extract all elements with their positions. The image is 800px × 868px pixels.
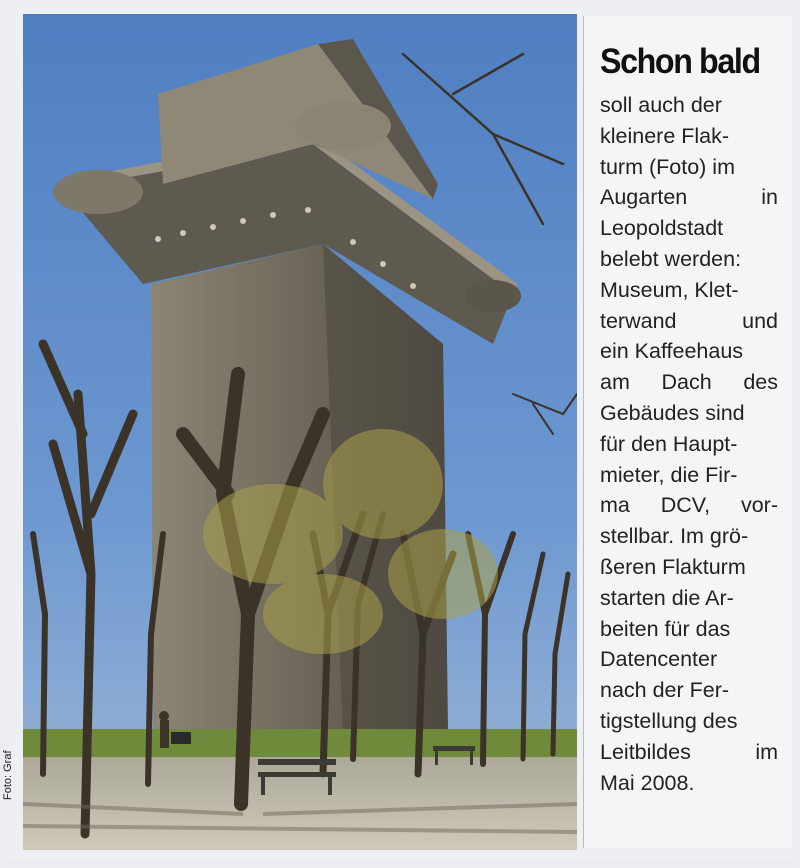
body-line: Gebäudes sind bbox=[600, 400, 745, 425]
body-line: Datencenter bbox=[600, 647, 718, 672]
body-line: beiten für das bbox=[600, 616, 731, 641]
turret-right bbox=[295, 102, 391, 150]
body-line: am Dach des bbox=[600, 370, 778, 395]
article-body bbox=[600, 90, 778, 798]
body-line: nach der Fer- bbox=[600, 678, 730, 703]
body-line: turm (Foto) im bbox=[600, 154, 735, 179]
body-line: stellbar. Im grö- bbox=[600, 524, 749, 549]
body-line: kleinere Flak- bbox=[600, 123, 730, 148]
body-line: Augarten in bbox=[600, 185, 778, 210]
body-line: belebt werden: bbox=[600, 246, 742, 271]
body-line: ma DCV, vor- bbox=[600, 493, 778, 518]
body-line: tigstellung des bbox=[600, 708, 738, 733]
turret-far bbox=[465, 280, 521, 312]
body-line: Mai 2008. bbox=[600, 770, 695, 795]
flak-tower-photo bbox=[23, 14, 577, 850]
body-line: ßeren Flakturm bbox=[600, 554, 746, 579]
body-line: Leopoldstadt bbox=[600, 216, 724, 241]
body-line: mieter, die Fir- bbox=[600, 462, 738, 487]
article-text-column bbox=[583, 16, 792, 848]
body-line: Museum, Klet- bbox=[600, 277, 739, 302]
body-line: starten die Ar- bbox=[600, 585, 734, 610]
photo-credit: Foto: Graf bbox=[2, 750, 14, 800]
body-line: Leitbildes im bbox=[600, 739, 778, 764]
turret-left bbox=[53, 170, 143, 214]
headline: Schon bald bbox=[600, 42, 760, 81]
body-line: ein Kaffeehaus bbox=[600, 339, 744, 364]
body-line: soll auch der bbox=[600, 93, 722, 117]
photo-illustration bbox=[23, 14, 577, 850]
body-line: terwand und bbox=[600, 308, 778, 333]
body-line: für den Haupt- bbox=[600, 431, 738, 456]
grass-strip bbox=[23, 729, 577, 757]
